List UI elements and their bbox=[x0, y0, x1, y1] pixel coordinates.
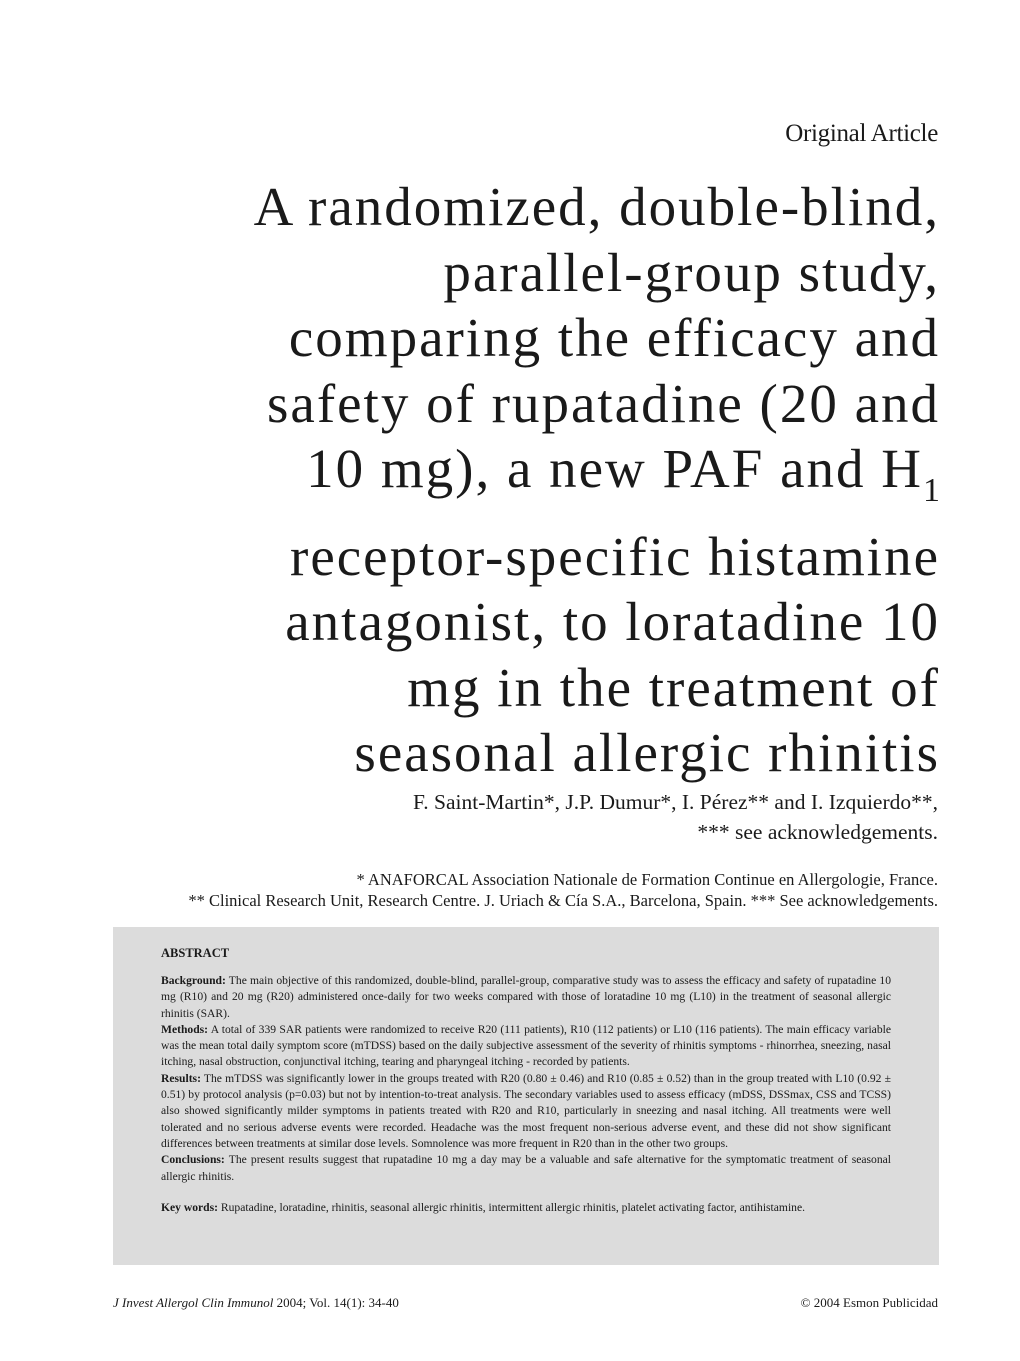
affiliation-line: * ANAFORCAL Association Nationale de Formation Continue en Allergologie, France. bbox=[356, 870, 938, 889]
affiliation-line: ** Clinical Research Unit, Research Centre. J. Uriach & Cía S.A., Barcelona, Spain. *** See acknowledgements. bbox=[188, 891, 938, 910]
title-line: parallel-group study, bbox=[443, 241, 940, 303]
footer-copyright: © 2004 Esmon Publicidad bbox=[800, 1295, 938, 1310]
affiliations bbox=[188, 869, 938, 911]
abstract-box bbox=[113, 927, 939, 1265]
title-line: receptor-specific histamine bbox=[290, 525, 940, 587]
abstract-conclusions bbox=[161, 1152, 891, 1185]
keywords-label: Key words: bbox=[161, 1200, 218, 1214]
conclusions-label: Conclusions: bbox=[161, 1153, 225, 1167]
abstract-methods bbox=[161, 1022, 891, 1071]
keywords-text: Rupatadine, loratadine, rhinitis, seasonal allergic rhinitis, intermittent allergic rhinitis, platelet activating factor, antihistamine. bbox=[218, 1200, 806, 1214]
citation-details: 2004; Vol. 14(1): 34-40 bbox=[273, 1295, 399, 1310]
title-line: A randomized, double-blind, bbox=[253, 176, 940, 237]
section-label: Original Article bbox=[785, 120, 938, 147]
results-label: Results: bbox=[161, 1071, 201, 1085]
background-label: Background: bbox=[161, 974, 226, 987]
title-line-text: 10 mg), a new PAF and H bbox=[306, 438, 923, 499]
author-list: F. Saint-Martin*, J.P. Dumur*, I. Pérez** and I. Izquierdo**, bbox=[413, 790, 938, 814]
author-note: *** see acknowledgements. bbox=[697, 820, 938, 844]
journal-name: J Invest Allergol Clin Immunol bbox=[113, 1295, 274, 1310]
abstract-results bbox=[161, 1071, 891, 1152]
footer-citation bbox=[113, 1295, 399, 1311]
title-line: seasonal allergic rhinitis bbox=[354, 722, 940, 783]
methods-text: A total of 339 SAR patients were randomized to receive R20 (111 patients), R10 (112 patients) or L10 (116 patients). The main efficacy variable was the mean total daily symptom score (mTDSS) based on the daily subjective assessment of the severity of rhinitis symptoms - rhinorrhea, sneezing, nasal itching, nasal obstruction, conjunctival itching, tearing and pharyngeal itching - recorded by patients. bbox=[161, 1022, 891, 1069]
conclusions-text: The present results suggest that rupatadine 10 mg a day may be a valuable and safe alternative for the symptomatic treatment of seasonal allergic rhinitis. bbox=[161, 1153, 891, 1183]
abstract-heading: ABSTRACT bbox=[161, 946, 230, 960]
methods-label: Methods: bbox=[161, 1022, 209, 1036]
authors bbox=[413, 787, 938, 847]
title-line: comparing the efficacy and bbox=[288, 307, 940, 368]
title-line bbox=[120, 436, 940, 524]
background-text: The main objective of this randomized, double-blind, parallel-group, comparative study was to assess the efficacy and safety of rupatadine 10 mg (R10) and 20 mg (R20) administered once-daily for two weeks compared with those of loratadine 10 mg (L10) in the treatment of seasonal allergic rhinitis (SAR). bbox=[161, 974, 891, 1020]
abstract-keywords bbox=[161, 1200, 891, 1216]
article-title bbox=[120, 174, 940, 786]
title-line: mg in the treatment of bbox=[407, 656, 940, 718]
title-line: antagonist, to loratadine 10 bbox=[285, 591, 940, 652]
abstract-background bbox=[161, 973, 891, 1022]
title-line: safety of rupatadine (20 and bbox=[267, 372, 940, 434]
title-subscript: 1 bbox=[923, 472, 940, 509]
results-text: The mTDSS was significantly lower in the groups treated with R20 (0.80 ± 0.46) and R10 (0.85 ± 0.52) than in the group treated with L10 (0.92 ± 0.51) by protocol analysis (p=0.03) but not by intention-to-treat analysis. The secondary variables used to assess efficacy (mDSS, DSSmax, CSS and TCSS) also showed significantly milder symptoms in patients treated with R20 and R10, particularly in sneezing and nasal itching. All treatments were well tolerated and no serious adverse events were recorded. Headache was the most frequent non-serious adverse event, and these did not show significant differences between treatments at similar dose levels. Somnolence was more frequent in R20 than in the other two groups. bbox=[161, 1071, 891, 1150]
